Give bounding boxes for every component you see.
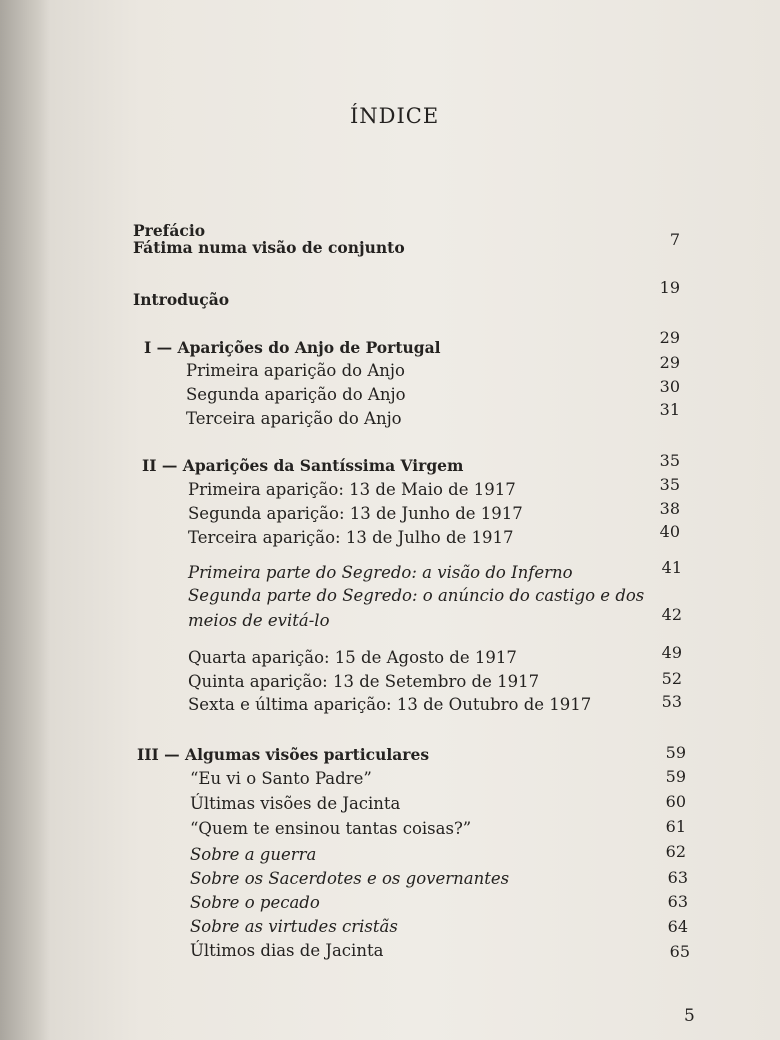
toc-page-number: 7 xyxy=(669,230,680,249)
toc-page-number: 53 xyxy=(661,692,682,711)
toc-entry: Últimos dias de Jacinta xyxy=(190,941,384,960)
toc-entry: Quinta aparição: 13 de Setembro de 1917 xyxy=(188,672,540,691)
toc-entry: “Quem te ensinou tantas coisas?” xyxy=(190,819,472,838)
toc-page-number: 59 xyxy=(665,767,686,786)
toc-entry: Sobre o pecado xyxy=(190,893,320,912)
toc-page-number: 42 xyxy=(661,605,682,624)
toc-page-number: 35 xyxy=(659,475,680,494)
toc-entry: Sobre as virtudes cristãs xyxy=(190,917,398,936)
toc-entry: Terceira aparição: 13 de Julho de 1917 xyxy=(188,528,514,547)
toc-section-heading: I — Aparições do Anjo de Portugal xyxy=(144,338,441,357)
toc-entry: Últimas visões de Jacinta xyxy=(190,794,401,813)
toc-entry: Segunda aparição: 13 de Junho de 1917 xyxy=(188,504,523,523)
toc-page-number: 38 xyxy=(659,499,680,518)
toc-entry-continued: meios de evitá-lo xyxy=(188,611,330,630)
toc-page-number: 63 xyxy=(667,868,688,887)
toc-page-number: 52 xyxy=(661,669,682,688)
toc-section-heading: III — Algumas visões particulares xyxy=(137,745,430,764)
toc-page-number: 19 xyxy=(659,278,680,297)
toc-entry: Quarta aparição: 15 de Agosto de 1917 xyxy=(188,648,517,667)
toc-page-number: 59 xyxy=(665,743,686,762)
toc-page-number: 29 xyxy=(659,328,680,347)
page-gutter-shadow xyxy=(0,0,50,1040)
toc-page-number: 61 xyxy=(665,817,686,836)
page-folio-number: 5 xyxy=(684,1006,695,1026)
toc-entry: Terceira aparição do Anjo xyxy=(186,409,402,428)
toc-entry: Segunda aparição do Anjo xyxy=(186,385,406,404)
toc-page-number: 41 xyxy=(661,558,682,577)
toc-entry: Segunda parte do Segredo: o anúncio do castigo e dos xyxy=(188,586,645,605)
toc-entry-overview: Fátima numa visão de conjunto xyxy=(133,238,405,257)
toc-page-number: 62 xyxy=(665,842,686,861)
toc-page-number: 63 xyxy=(667,892,688,911)
toc-entry-introduction: Introdução xyxy=(133,290,230,309)
toc-page-number: 29 xyxy=(659,353,680,372)
toc-section-heading: II — Aparições da Santíssima Virgem xyxy=(142,456,464,475)
toc-entry: Primeira aparição do Anjo xyxy=(186,361,405,380)
toc-entry: Sexta e última aparição: 13 de Outubro de 1917 xyxy=(188,695,592,714)
toc-entry: Primeira parte do Segredo: a visão do Inferno xyxy=(188,563,573,582)
toc-page-number: 31 xyxy=(659,400,680,419)
toc-page-number: 40 xyxy=(659,522,680,541)
toc-entry: Primeira aparição: 13 de Maio de 1917 xyxy=(188,480,516,499)
toc-page-number: 49 xyxy=(661,643,682,662)
toc-entry-preface: Prefácio xyxy=(133,221,206,240)
toc-page-number: 35 xyxy=(659,451,680,470)
toc-entry: “Eu vi o Santo Padre” xyxy=(190,769,372,788)
page-title: ÍNDICE xyxy=(350,104,440,128)
toc-entry: Sobre a guerra xyxy=(190,845,317,864)
toc-page-number: 64 xyxy=(667,917,688,936)
toc-page-number: 30 xyxy=(659,377,680,396)
toc-page-number: 60 xyxy=(665,792,686,811)
toc-entry: Sobre os Sacerdotes e os governantes xyxy=(190,869,510,888)
toc-page-number: 65 xyxy=(669,942,690,961)
